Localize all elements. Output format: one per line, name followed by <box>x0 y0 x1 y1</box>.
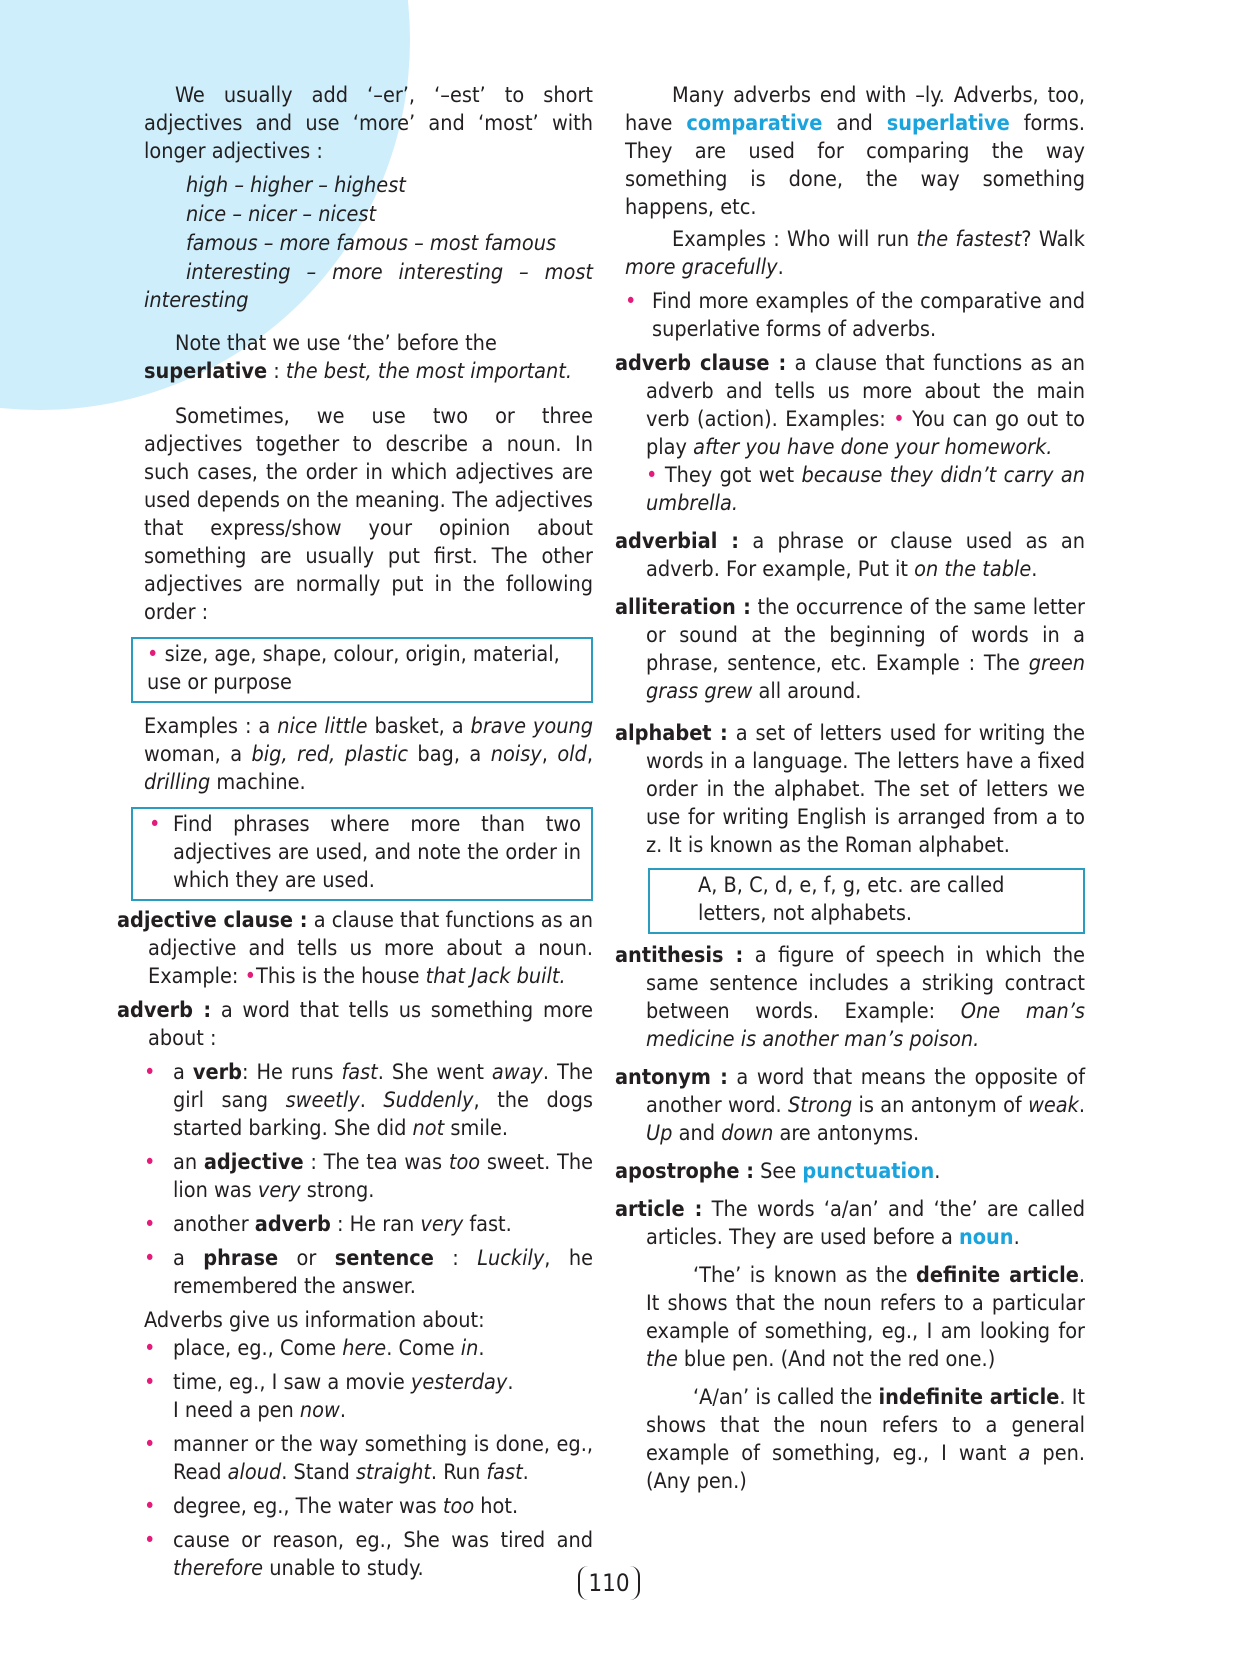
entry-antonym: antonym : a word that means the opposite of another word. Strong is an antonym of weak. Up and down are antonyms. <box>615 1065 1085 1146</box>
adverb-comparison-intro: Many adverbs end with –ly. Adverbs, too, have comparative and superlative forms. They are used for comparing the way something is done, the way something happens, etc. <box>625 83 1085 220</box>
term: antonym : <box>615 1065 728 1090</box>
example-line: interesting – more interesting – most interesting <box>144 260 593 313</box>
left-column <box>117 82 594 1583</box>
bullet: • <box>149 812 161 837</box>
bullet: • <box>144 1246 156 1271</box>
adverb-comparison-examples: Examples : Who will run the fastest? Walk more gracefully. <box>625 227 1085 280</box>
list-item: • degree, eg., The water was too hot. <box>144 1494 519 1519</box>
bullet: • <box>625 289 637 314</box>
list-item: • a phrase or sentence : Luckily, he remembered the answer. <box>144 1246 593 1299</box>
adverb-info-list <box>123 1335 593 1583</box>
list-item: • a verb: He runs fast. She went away. The girl sang sweetly. Suddenly, the dogs started barking. She did not smile. <box>144 1060 593 1141</box>
term: adverb : <box>117 998 212 1023</box>
bullet: • <box>144 1150 156 1175</box>
list-item: • time, eg., I saw a movie yesterday. I need a pen now. <box>144 1370 514 1423</box>
term: alliteration : <box>615 595 751 620</box>
bullet: • <box>244 964 257 989</box>
superlative-note: Note that we use ‘the’ before the superlative : the best, the most important. <box>144 331 572 384</box>
example-line: nice – nicer – nicest <box>186 202 377 227</box>
term: apostrophe : <box>615 1159 754 1184</box>
term: alphabet : <box>615 721 728 746</box>
cross-reference-link[interactable]: noun <box>958 1225 1014 1250</box>
term: adjective clause : <box>117 908 308 933</box>
term: antithesis : <box>615 943 744 968</box>
bullet: • <box>147 642 159 667</box>
comparison-examples <box>123 172 593 315</box>
adverb-info-intro: Adverbs give us information about: <box>144 1308 485 1333</box>
adjective-order-box: • size, age, shape, colour, origin, material, use or purpose <box>131 637 593 703</box>
adjective-examples: Examples : a nice little basket, a brave young woman, a big, red, plastic bag, a noisy, old, drilling machine. <box>144 714 594 795</box>
entry-article: article : The words ‘a/an’ and ‘the’ are called articles. They are used before a noun. <box>615 1197 1085 1250</box>
entry-alliteration: alliteration : the occurrence of the same letter or sound at the beginning of words in a phrase, sentence, etc. Example : The green grass grew all around. <box>615 595 1085 704</box>
entry-adverb-clause: adverb clause : a clause that functions as an adverb and tells us more about the main verb (action). Examples: • You can go out to play after you have done your homework. • They got wet because they didn’t carry an umbrella. <box>615 351 1085 516</box>
bullet: • <box>144 1370 156 1395</box>
term: article : <box>615 1197 703 1222</box>
adjective-order-paragraph: Sometimes, we use two or three adjectives together to describe a noun. In such cases, the order in which adjectives are used depends on the meaning. The adjectives that express/show your opinion about something are usually put first. The other adjectives are normally put in the following order : <box>144 404 593 625</box>
bullet: • <box>144 1528 156 1553</box>
list-item: • cause or reason, eg., She was tired and therefore unable to study. <box>144 1528 593 1581</box>
entry-adverbial: adverbial : a phrase or clause used as an adverb. For example, Put it on the table. <box>615 529 1086 582</box>
bullet: • <box>144 1494 156 1519</box>
page-number: 110 <box>578 1566 640 1600</box>
bullet: • <box>144 1336 156 1361</box>
list-item: • manner or the way something is done, eg., Read aloud. Stand straight. Run fast. <box>144 1432 593 1485</box>
list-item: • an adjective : The tea was too sweet. The lion was very strong. <box>144 1150 593 1203</box>
bullet: • <box>646 463 658 488</box>
entry-antithesis: antithesis : a figure of speech in which the same sentence includes a striking contract between words. Example: One man’s medicine is another man’s poison. <box>615 943 1085 1052</box>
cross-reference-link[interactable]: punctuation <box>802 1159 935 1184</box>
bullet: • <box>144 1212 156 1237</box>
find-examples-task: • Find more examples of the comparative and superlative forms of adverbs. <box>625 289 1085 342</box>
entry-apostrophe: apostrophe : See punctuation. <box>615 1159 941 1184</box>
entry-adverb: adverb : a word that tells us something more about : <box>117 998 594 1051</box>
bullet: • <box>893 407 905 432</box>
adverb-modifies-list <box>123 1059 593 1301</box>
definite-article-paragraph: ‘The’ is known as the definite article. It shows that the noun refers to a particular example of something, eg., I am looking for the blue pen. (And not the red one.) <box>646 1263 1085 1372</box>
right-column <box>615 82 1085 1496</box>
list-item: • another adverb : He ran very fast. <box>144 1212 512 1237</box>
entry-alphabet: alphabet : a set of letters used for writing the words in a language. The letters have a fixed order in the alphabet. The set of letters we use for writing English is arranged from a to z. It is known as the Roman alphabet. <box>615 721 1085 858</box>
bullet: • <box>144 1060 156 1085</box>
comparison-intro: We usually add ‘–er’, ‘–est’ to short adjectives and use ‘more’ and ‘most’ with longer adjectives : <box>144 83 593 164</box>
term: adverbial : <box>615 529 739 554</box>
indefinite-article-paragraph: ‘A/an’ is called the indefinite article. It shows that the noun refers to a general example of something, eg., I want a pen. (Any pen.) <box>646 1385 1085 1494</box>
alphabet-note-box: A, B, C, d, e, f, g, etc. are called letters, not alphabets. <box>648 868 1085 934</box>
example-line: famous – more famous – most famous <box>186 231 557 256</box>
entry-adjective-clause: adjective clause : a clause that functions as an adjective and tells us more about a noun. Example: •This is the house that Jack built. <box>117 908 593 989</box>
term: adverb clause : <box>615 351 787 376</box>
find-phrases-box: • Find phrases where more than two adjectives are used, and note the order in which they are used. <box>131 807 593 901</box>
example-line: high – higher – highest <box>186 173 406 198</box>
bullet: • <box>144 1432 156 1457</box>
list-item: • place, eg., Come here. Come in. <box>144 1336 485 1361</box>
